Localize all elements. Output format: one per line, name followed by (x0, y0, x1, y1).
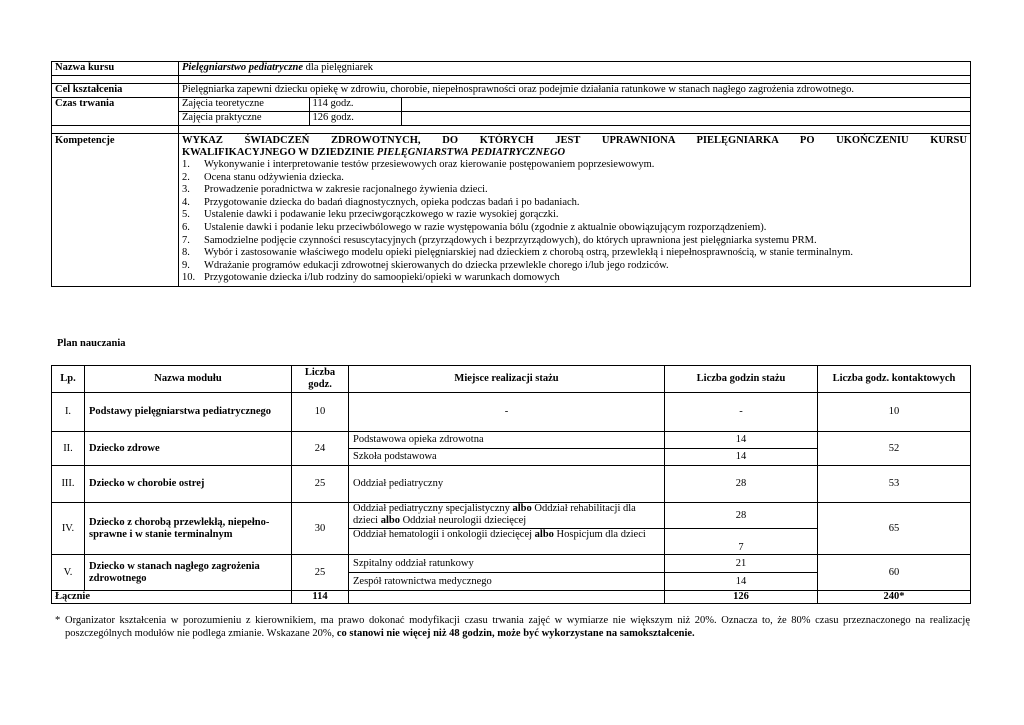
footnote-bold: co stanowi nie więcej niż 48 godzin, może być wykorzystane na samokształcenie. (336, 628, 695, 639)
item-number: 10. (182, 272, 196, 284)
table-row (52, 503, 971, 529)
duration-hours: 114 godz. (309, 98, 401, 112)
module-hours: 25 (292, 555, 349, 591)
place-text: Zespół ratownictwa medycznego (349, 573, 665, 591)
place-part: Oddział hematologii i onkologii dziecięcej (353, 529, 535, 540)
footnote (51, 614, 970, 640)
place-part: Hospicjum dla dzieci (553, 529, 646, 540)
place-or: albo (380, 515, 400, 526)
module-name: Dziecko z chorobą przewlekłą, niepełno-sprawne i w stanie terminalnym (85, 503, 292, 555)
aim-label: Cel kształcenia (52, 84, 179, 98)
module-name: Dziecko w stanach nagłego zagrożenia zdrowotnego (85, 555, 292, 591)
place-hours: 14 (665, 432, 818, 449)
header-internship: Liczba godzin stażu (665, 366, 818, 393)
duration-theory-row (179, 98, 970, 112)
item-text: Ustalenie dawki i podawanie leku przeciwgorączkowego w razie wysokiej gorączki. (204, 209, 559, 221)
item-number: 4. (182, 196, 190, 208)
spacer-row (52, 126, 971, 134)
header-module: Nazwa modułu (85, 366, 292, 393)
place-text: - (349, 393, 665, 432)
table-row (52, 432, 971, 449)
table-row (52, 466, 971, 503)
item-text: Samodzielne podjęcie czynności resuscytacyjnych (przyrządowych i bezprzyrządowych), do których uprawniona jest pielęgniarka systemu PRM. (204, 234, 817, 246)
module-contact: 60 (818, 555, 971, 591)
item-text: Przygotowanie dziecka i/lub rodziny do samoopieki/opieki w warunkach domowych (204, 272, 560, 284)
module-hours: 24 (292, 432, 349, 466)
duration-type: Zajęcia teoretyczne (179, 98, 309, 112)
competences-label: Kompetencje (52, 134, 179, 287)
course-name-rest: dla pielęgniarek (303, 62, 374, 73)
place-hours: 14 (665, 573, 818, 591)
item-text: Wykonywanie i interpretowanie testów przesiewowych oraz kierowanie postępowaniem poprzesiewowym. (204, 159, 655, 170)
place-text: Szkoła podstawowa (349, 449, 665, 466)
header-lp: Lp. (52, 366, 85, 393)
item-text: Prowadzenie poradnictwa w zakresie racjonalnego żywienia dzieci. (204, 184, 488, 196)
module-contact: 53 (818, 466, 971, 503)
total-contact: 240* (818, 591, 971, 604)
item-text: Ocena stanu odżywienia dziecka. (204, 171, 344, 183)
total-place-empty (349, 591, 665, 604)
place-text (349, 529, 665, 555)
list-item (182, 197, 967, 210)
item-text: Ustalenie dawki i podanie leku przeciwbólowego w razie występowania bólu (zgodnie z aktualnie obowiązującym rozporządzeniem). (204, 221, 767, 233)
footnote-plain: Organizator kształcenia w porozumieniu z kierownikiem, ma prawo dokonać modyfikacji czasu trwania zajęć w wymiarze nie większym niż 20%. Oznacza to, że 80% czasu przeznaczonego na realizację poszczególnych modułów nie podlega zmianie. Wskazane 20%, (65, 615, 970, 639)
total-row (52, 591, 971, 604)
place-text: Oddział pediatryczny (349, 466, 665, 503)
item-number: 6. (182, 221, 190, 233)
duration-hours: 126 godz. (309, 112, 401, 126)
header-place: Miejsce realizacji stażu (349, 366, 665, 393)
place-or: albo (534, 529, 554, 540)
place-hours: 14 (665, 449, 818, 466)
list-item (182, 260, 967, 273)
module-hours: 25 (292, 466, 349, 503)
competences-heading-line2 (182, 147, 967, 159)
plan-table (51, 365, 971, 604)
module-lp: I. (52, 393, 85, 432)
course-name-italic: Pielęgniarstwo pediatryczne (182, 62, 304, 73)
module-hours: 30 (292, 503, 349, 555)
spacer-row (52, 76, 971, 84)
list-item (182, 172, 967, 185)
table-row (52, 393, 971, 432)
plan-title: Plan nauczania (57, 338, 126, 349)
module-lp: II. (52, 432, 85, 466)
item-number: 3. (182, 184, 190, 196)
duration-empty (401, 112, 970, 126)
list-item (182, 222, 967, 235)
module-contact: 65 (818, 503, 971, 555)
list-item (182, 272, 967, 285)
module-name: Dziecko w chorobie ostrej (85, 466, 292, 503)
module-name: Dziecko zdrowe (85, 432, 292, 466)
course-name-value (179, 62, 971, 76)
footnote-text (51, 614, 970, 640)
course-name-row (52, 62, 971, 76)
place-text: Podstawowa opieka zdrowotna (349, 432, 665, 449)
place-part: Oddział rehabilitacji dla dzieci (353, 503, 636, 526)
competences-value (179, 134, 971, 287)
module-lp: III. (52, 466, 85, 503)
list-item (182, 209, 967, 222)
duration-row (52, 98, 971, 126)
footnote-asterisk: * (55, 615, 61, 626)
competences-list (182, 159, 967, 285)
competences-heading-line1: WYKAZ ŚWIADCZEŃ ZDROWOTNYCH, DO KTÓRYCH JEST UPRAWNIONA PIELĘGNIARKA PO UKOŃCZENIU KURSU (182, 135, 967, 146)
header-contact: Liczba godz. kontaktowych (818, 366, 971, 393)
course-name-label: Nazwa kursu (52, 62, 179, 76)
item-number: 8. (182, 247, 190, 259)
place-or: albo (512, 503, 532, 514)
competences-row (52, 134, 971, 287)
module-contact: 52 (818, 432, 971, 466)
total-hours: 114 (292, 591, 349, 604)
plan-header-row (52, 366, 971, 393)
place-part: Oddział neurologii dziecięcej (399, 515, 527, 526)
competences-heading-plain: KWALIFIKACYJNEGO W DZIEDZINIE (182, 147, 377, 158)
item-number: 7. (182, 234, 190, 246)
header-hours (292, 366, 349, 393)
duration-practice-row (179, 112, 970, 126)
place-hours: 21 (665, 555, 818, 573)
competences-heading-italic: PIELĘGNIARSTWA PEDIATRYCZNEGO (376, 147, 566, 158)
item-text: Przygotowanie dziecka do badań diagnostycznych, opieka podczas badań i po badaniach. (204, 196, 580, 208)
header-hours-line2: godz. (308, 379, 332, 390)
item-text: Wdrażanie programów edukacji zdrowotnej skierowanych do dziecka przewlekle chorego i/lub jego rodziców. (204, 259, 669, 271)
place-hours: 28 (665, 503, 818, 529)
place-hours: 28 (665, 466, 818, 503)
item-number: 5. (182, 209, 190, 221)
place-hours: 7 (665, 529, 818, 555)
module-name: Podstawy pielęgniarstwa pediatrycznego (85, 393, 292, 432)
duration-empty (401, 98, 970, 112)
duration-label: Czas trwania (52, 98, 179, 126)
place-hours: - (665, 393, 818, 432)
list-item (182, 159, 967, 172)
total-internship: 126 (665, 591, 818, 604)
place-part: Oddział pediatryczny specjalistyczny (353, 503, 513, 514)
duration-type: Zajęcia praktyczne (179, 112, 309, 126)
list-item (182, 235, 967, 248)
duration-table (179, 98, 970, 125)
item-number: 1. (182, 159, 190, 170)
place-text: Szpitalny oddział ratunkowy (349, 555, 665, 573)
table-row (52, 555, 971, 573)
list-item (182, 184, 967, 197)
aim-row (52, 84, 971, 98)
aim-text: Pielęgniarka zapewni dziecku opiekę w zdrowiu, chorobie, niepełnosprawności oraz podejmie działania ratunkowe w stanach nagłego zagrożenia zdrowotnego. (179, 84, 971, 98)
place-text (349, 503, 665, 529)
duration-value (179, 98, 971, 126)
item-text: Wybór i zastosowanie właściwego modelu opieki pielęgniarskiej nad dzieckiem z chorobą ostrą, przewlekłą i niepełnosprawnością, w stanie terminalnym. (204, 247, 853, 259)
item-number: 2. (182, 171, 190, 183)
module-hours: 10 (292, 393, 349, 432)
header-hours-line1: Liczba (304, 367, 336, 378)
course-info-table (51, 61, 971, 287)
module-lp: IV. (52, 503, 85, 555)
module-contact: 10 (818, 393, 971, 432)
item-number: 9. (182, 259, 190, 271)
total-label: Łącznie (52, 591, 292, 604)
list-item (182, 247, 967, 260)
module-lp: V. (52, 555, 85, 591)
